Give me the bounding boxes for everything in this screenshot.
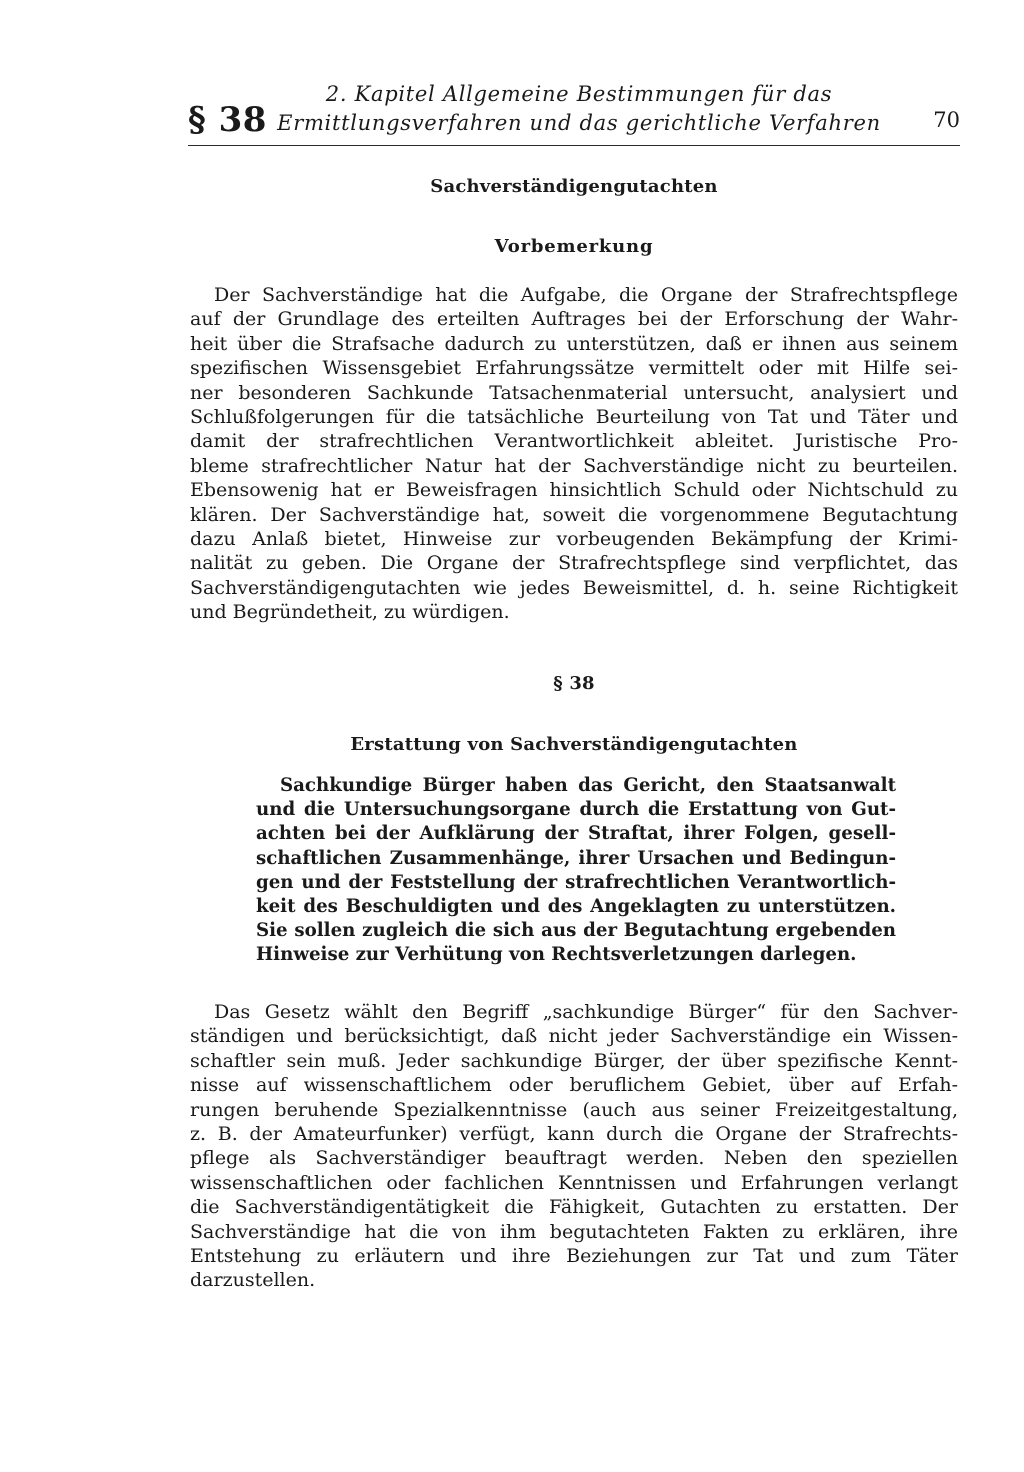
- preliminary-line: dazu Anlaß bietet, Hinweise zur vorbeugenden Bekämpfung der Krimi-: [190, 527, 958, 550]
- commentary-line: schaftler sein muß. Jeder sachkundige Bürger, der über spezifische Kennt-: [190, 1049, 958, 1072]
- preliminary-line: spezifischen Wissensgebiet Erfahrungssätze vermittelt oder mit Hilfe sei-: [190, 357, 958, 380]
- preliminary-line: nalität zu geben. Die Organe der Strafrechtspflege sind verpflichtet, das: [190, 552, 958, 575]
- commentary-line: die Sachverständigentätigkeit die Fähigkeit, Gutachten zu erstatten. Der: [190, 1196, 958, 1219]
- header-rule: [188, 145, 960, 146]
- preliminary-line: auf der Grundlage des erteilten Auftrages bei der Erforschung der Wahr-: [190, 308, 958, 331]
- commentary-line: darzustellen.: [190, 1269, 316, 1292]
- preliminary-heading: Vorbemerkung: [494, 236, 654, 257]
- statute-line: Sachkundige Bürger haben das Gericht, den Staatsanwalt: [280, 775, 896, 796]
- header-chapter-title: [270, 80, 888, 138]
- preliminary-line: damit der strafrechtlichen Verantwortlichkeit ableitet. Juristische Pro-: [190, 430, 958, 453]
- commentary-paragraph: [190, 1000, 958, 1293]
- preliminary-paragraph: [190, 283, 958, 624]
- header-chapter-line-2: Ermittlungsverfahren und das gerichtliche Verfahren: [277, 111, 881, 135]
- commentary-line: Das Gesetz wählt den Begriff „sachkundige Bürger“ für den Sachver-: [214, 1001, 958, 1023]
- statute-line: Hinweise zur Verhütung von Rechtsverletzungen darlegen.: [256, 944, 857, 966]
- preliminary-line: Ebensowenig hat er Beweisfragen hinsichtlich Schuld oder Nichtschuld zu: [190, 479, 958, 502]
- preliminary-line: und Begründetheit, zu würdigen.: [190, 601, 510, 624]
- commentary-line: Entstehung zu erläutern und ihre Beziehungen zur Tat und zum Täter: [190, 1244, 958, 1267]
- statute-line: und die Untersuchungsorgane durch die Erstattung von Gut-: [256, 799, 896, 821]
- preliminary-line: ner besonderen Sachkunde Tatsachenmaterial untersucht, analysiert und: [190, 381, 958, 404]
- page-number: 70: [933, 108, 960, 132]
- commentary-line: ständigen und berücksichtigt, daß nicht jeder Sachverständige ein Wissen-: [190, 1025, 958, 1048]
- paragraph-number: § 38: [553, 673, 595, 694]
- topic-heading: Sachverständigengutachten: [430, 176, 718, 197]
- header-section-mark: § 38: [188, 100, 267, 140]
- preliminary-line: Sachverständigengutachten wie jedes Beweismittel, d. h. seine Richtigkeit: [190, 576, 958, 599]
- preliminary-line: Der Sachverständige hat die Aufgabe, die Organe der Strafrechtspflege: [214, 284, 958, 306]
- statute-text: [256, 774, 896, 968]
- statute-line: schaftlichen Zusammenhänge, ihrer Ursachen und Bedingun-: [256, 847, 896, 869]
- statute-line: gen und der Feststellung der strafrechtlichen Verantwortlich-: [256, 871, 896, 893]
- preliminary-line: Schlußfolgerungen für die tatsächliche Beurteilung von Tat und Täter und: [190, 405, 958, 428]
- commentary-line: z. B. der Amateurfunker) verfügt, kann durch die Organe der Strafrechts-: [190, 1122, 958, 1145]
- commentary-line: wissenschaftlichen oder fachlichen Kenntnissen und Erfahrungen verlangt: [190, 1171, 958, 1194]
- preliminary-line: klären. Der Sachverständige hat, soweit die vorgenommene Begutachtung: [190, 503, 958, 526]
- commentary-line: Sachverständige hat die von ihm begutachteten Fakten zu erklären, ihre: [190, 1220, 958, 1243]
- commentary-line: pflege als Sachverständiger beauftragt werden. Neben den speziellen: [190, 1147, 958, 1170]
- commentary-line: rungen beruhende Spezialkenntnisse (auch aus seiner Freizeitgestaltung,: [190, 1098, 958, 1121]
- paragraph-title: Erstattung von Sachverständigengutachten: [350, 734, 798, 755]
- header-chapter-line-1: 2. Kapitel Allgemeine Bestimmungen für das: [325, 82, 833, 106]
- preliminary-line: bleme strafrechtlicher Natur hat der Sachverständige nicht zu beurteilen.: [190, 454, 958, 477]
- statute-line: achten bei der Aufklärung der Straftat, ihrer Folgen, gesell-: [256, 823, 896, 845]
- statute-line: Sie sollen zugleich die sich aus der Begutachtung ergebenden: [256, 920, 896, 942]
- statute-line: keit des Beschuldigten und des Angeklagten zu unterstützen.: [256, 895, 896, 917]
- commentary-line: nisse auf wissenschaftlichem oder beruflichem Gebiet, über auf Erfah-: [190, 1074, 958, 1097]
- preliminary-line: heit über die Strafsache dadurch zu unterstützen, daß er ihnen aus seinem: [190, 332, 958, 355]
